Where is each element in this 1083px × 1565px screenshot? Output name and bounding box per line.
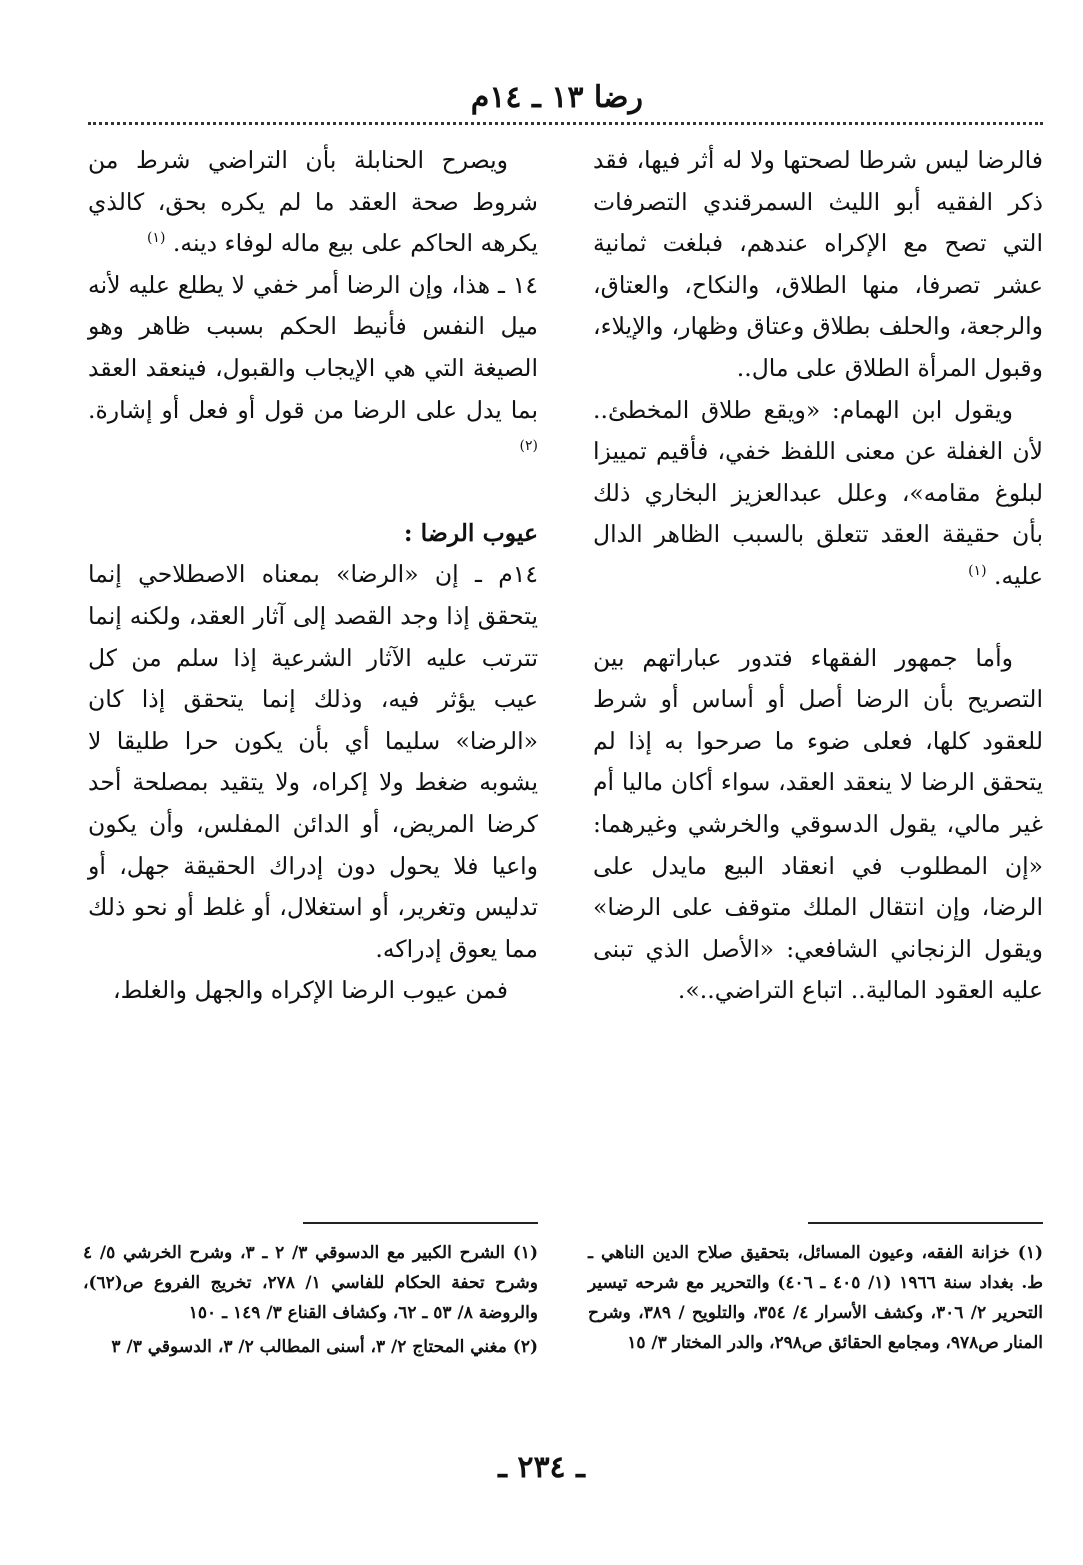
footnote: (١) خزانة الفقه، وعيون المسائل، بتحقيق صلاح الدين الناهي ـ ط. بغداد سنة ١٩٦٦ (١/ ٤٠٥ ـ ٤٠٦) والتحرير مع شرحه تيسير التحرير ٢/ ٣٠٦، وكشف الأسرار ٤/ ٣٥٤، والتلويح / ٣٨٩، وشرح المنار ص٩٧٨، ومجامع الحقائق ص٢٩٨، والدر المختار ٣/ ١٥ (588, 1243, 1043, 1353)
paragraph: ويصرح الحنابلة بأن التراضي شرط من شروط صحة العقد ما لم يكره بحق، كالذي يكرهه الحاكم على بيع ماله لوفاء دينه. $^{(١)}$ (88, 146, 538, 258)
paragraph: ويقول ابن الهمام: «ويقع طلاق المخطئ.. لأن الغفلة عن معنى اللفظ خفي، فأقيم تمييزا لبلوغ مقامه»، وعلل عبدالعزيز البخاري ذلك بأن حقيقة العقد تتعلق بالسبب الظاهر الدال عليه. $^{(١)}$ (593, 395, 1043, 590)
paragraph: فالرضا ليس شرطا لصحتها ولا له أثر فيها، فقد ذكر الفقيه أبو الليث السمرقندي التصرفات التي تصح مع الإكراه عندهم، فبلغت ثمانية عشر تصرفا، منها الطلاق، والنكاح، والعتاق، والرجعة، والحلف بطلاق وعتاق وظهار، والإيلاء، وقبول المرأة الطلاق على مال.. (593, 146, 1043, 382)
footnotes-left (83, 1238, 538, 1366)
header-dotted-divider (88, 122, 1043, 125)
page-number: ـ ٢٣٤ ـ (498, 1450, 585, 1485)
footnote-divider (303, 1222, 538, 1224)
footnote-mark[interactable]: (١) (146, 230, 166, 247)
paragraph: ١٤م ـ إن «الرضا» بمعناه الاصطلاحي إنما يتحقق إذا وجد القصد إلى آثار العقد، ولكنه إنما تترتب عليه الآثار الشرعية إذا سلم من كل عيب يؤثر فيه، وذلك إنما يتحقق إذا كان «الرضا» سليما أي بأن يكون حرا طليقا لا يشوبه ضغط ولا إكراه، ولا يتقيد بمصلحة أحد كرضا المريض، أو الدائن المفلس، وأن يكون واعيا فلا يحول دون إدراك الحقيقة جهل، أو تدليس وتغرير، أو استغلال، أو غلط أو نحو ذلك مما يعوق إدراكه. (88, 560, 538, 963)
paragraph: وأما جمهور الفقهاء فتدور عباراتهم بين التصريح بأن الرضا أصل أو أساس أو شرط للعقود كلها، فعلى ضوء ما صرحوا به إذا لم يتحقق الرضا لا ينعقد العقد، سواء أكان ماليا أم غير مالي، يقول الدسوقي والخرشي وغيرهما: «إن المطلوب في انعقاد البيع مايدل على الرضا، وإن انتقال الملك متوقف على الرضا» ويقول الزنجاني الشافعي: «الأصل الذي تبنى عليه العقود المالية.. اتباع التراضي..». (593, 643, 1043, 1005)
footnote: (٢) مغني المحتاج ٢/ ٣، أسنى المطالب ٢/ ٣، الدسوقي ٣/ ٣ (111, 1337, 538, 1357)
page-header: رضا ١٣ ـ ١٤م (470, 80, 643, 115)
footnotes-right (588, 1238, 1043, 1362)
footnote-divider (808, 1222, 1043, 1224)
paragraph: فمن عيوب الرضا الإكراه والجهل والغلط، (112, 976, 508, 1005)
footnote-mark[interactable]: (١) (968, 563, 987, 580)
right-column (593, 140, 1043, 1012)
footnote-mark[interactable]: (٢) (519, 438, 538, 455)
section-heading: عيوب الرضا : (403, 518, 538, 547)
left-column (88, 140, 538, 1012)
footnote: (١) الشرح الكبير مع الدسوقي ٣/ ٢ ـ ٣، وشرح الخرشي ٥/ ٤ وشرح تحفة الحكام للفاسي ١/ ٢٧٨، تخريج الفروع ص(٦٢)، والروضة ٨/ ٥٣ ـ ٦٢، وكشاف القناع ٣/ ١٤٩ ـ ١٥٠ (83, 1243, 538, 1323)
paragraph: ١٤ ـ هذا، وإن الرضا أمر خفي لا يطلع عليه لأنه ميل النفس فأنيط الحكم بسبب ظاهر وهو الصيغة التي هي الإيجاب والقبول، فينعقد العقد بما يدل على الرضا من قول أو فعل أو إشارة. $^{(٢)}$ (88, 270, 538, 455)
